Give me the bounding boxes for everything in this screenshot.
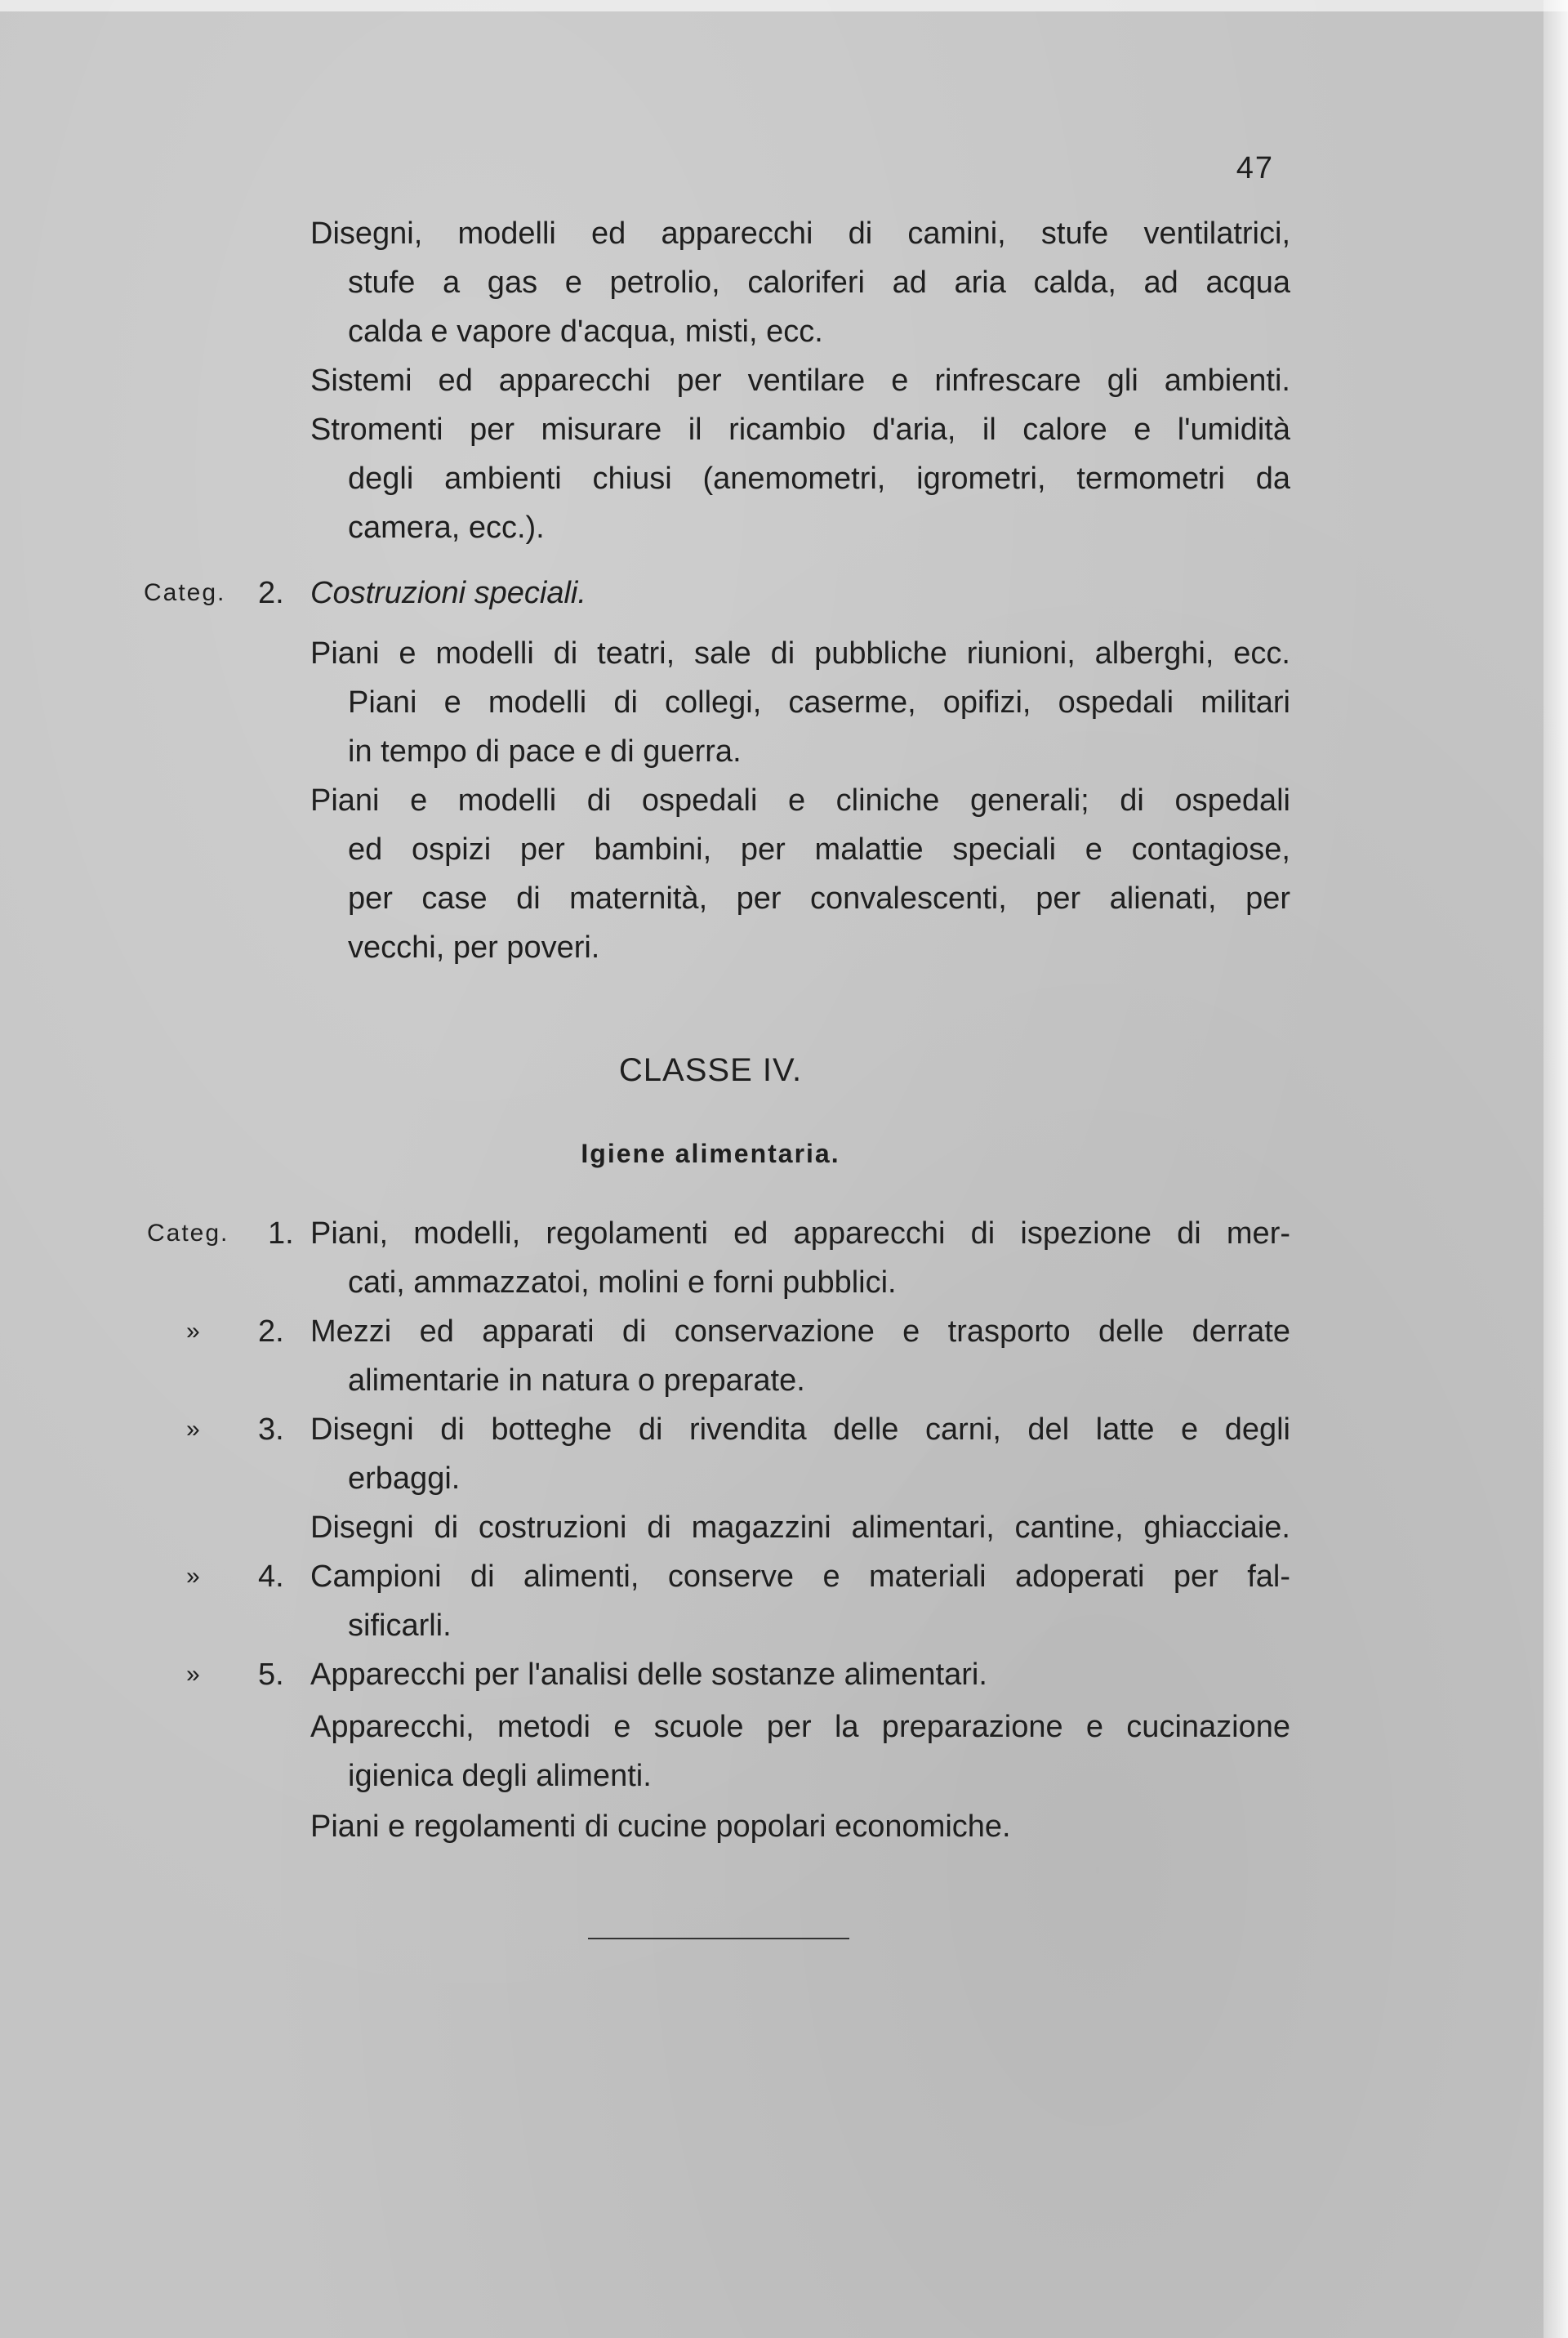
categ-label: Categ. [147,1220,229,1247]
categ-title: Costruzioni speciali. [310,576,586,610]
text-line: per case di maternità, per convalescenti, per alienati, per [348,881,1290,916]
text-line: Campioni di alimenti, conserve e materiali adoperati per fal- [310,1559,1290,1594]
ditto-mark: » [186,1416,200,1443]
text-line: Disegni, modelli ed apparecchi di camini, stufe ventilatrici, [310,216,1290,251]
item-number: 5. [258,1658,284,1692]
class-heading: CLASSE IV. [618,1052,803,1088]
text-line: calda e vapore d'acqua, misti, ecc. [348,315,823,349]
text-line: Sistemi ed apparecchi per ventilare e rinfrescare gli ambienti. [310,364,1290,398]
text-line: Piani, modelli, regolamenti ed apparecchi di ispezione di mer- [310,1216,1290,1251]
text-line: degli ambienti chiusi (anemometri, igrometri, termometri da [348,462,1290,496]
categ-number: 2. [258,576,284,610]
text-line: stufe a gas e petrolio, caloriferi ad aria calda, ad acqua [348,265,1290,300]
top-edge-shade [0,0,1568,11]
categ-label: Categ. [144,579,226,606]
text-line: Piani e modelli di ospedali e cliniche generali; di ospedali [310,783,1290,818]
text-line: ed ospizi per bambini, per malattie speciali e contagiose, [348,832,1290,867]
ditto-mark: » [186,1318,200,1345]
text-line: Piani e regolamenti di cucine popolari economiche. [310,1809,1011,1844]
text-line: in tempo di pace e di guerra. [348,734,742,769]
item-number: 2. [258,1314,284,1349]
text-line: cati, ammazzatoi, molini e forni pubblici. [348,1265,897,1300]
text-line: Mezzi ed apparati di conservazione e trasporto delle derrate [310,1314,1290,1349]
text-line: Piani e modelli di teatri, sale di pubbliche riunioni, alberghi, ecc. [310,636,1290,671]
text-line: Apparecchi, metodi e scuole per la preparazione e cucinazione [310,1710,1290,1744]
right-edge-shade [1544,0,1568,2338]
text-line: camera, ecc.). [348,511,545,545]
text-line: Apparecchi per l'analisi delle sostanze alimentari. [310,1658,987,1692]
ditto-mark: » [186,1563,200,1590]
ditto-mark: » [186,1661,200,1688]
item-number: 1. [268,1216,294,1251]
text-line: igienica degli alimenti. [348,1759,652,1793]
text-line: alimentarie in natura o preparate. [348,1363,805,1398]
item-number: 3. [258,1412,284,1447]
text-line: Disegni di costruzioni di magazzini alimentari, cantine, ghiacciaie. [310,1510,1290,1545]
text-line: Disegni di botteghe di rivendita delle carni, del latte e degli [310,1412,1290,1447]
class-subtitle: Igiene alimentaria. [581,1139,840,1168]
text-line: vecchi, per poveri. [348,930,600,965]
item-number: 4. [258,1559,284,1594]
text-line: Piani e modelli di collegi, caserme, opifizi, ospedali militari [348,685,1290,720]
page-number: 47 [1236,151,1274,185]
text-line: Stromenti per misurare il ricambio d'aria, il calore e l'umidità [310,413,1290,447]
closing-rule [588,1938,849,1939]
text-line: erbaggi. [348,1461,461,1496]
text-line: sificarli. [348,1608,452,1643]
